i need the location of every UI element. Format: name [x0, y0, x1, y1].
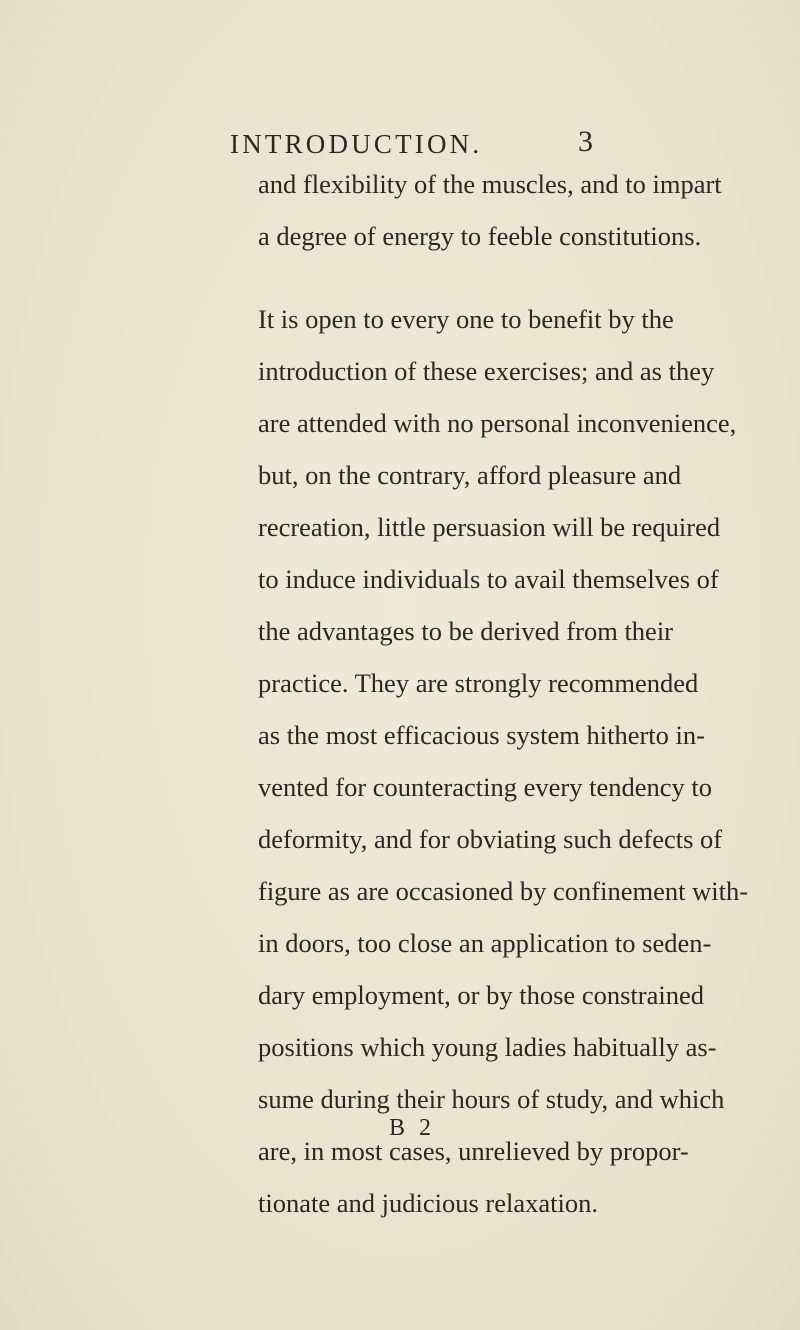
- text-line: It is open to every one to benefit by the: [258, 304, 674, 334]
- text-line: practice. They are strongly recommended: [258, 668, 699, 698]
- text-line: a degree of energy to feeble constitutions.: [258, 221, 702, 251]
- text-line: but, on the contrary, afford pleasure and: [258, 460, 682, 490]
- running-title: INTRODUCTION.: [230, 129, 483, 159]
- text-line: the advantages to be derived from their: [258, 616, 674, 646]
- text-line: tionate and judicious relaxation.: [258, 1188, 598, 1218]
- text-line: to induce individuals to avail themselves of: [258, 564, 719, 594]
- signature-mark: B 2: [389, 1115, 436, 1141]
- text-line: recreation, little persuasion will be required: [258, 512, 721, 542]
- text-line: and flexibility of the muscles, and to impart: [258, 169, 722, 199]
- text-line: sume during their hours of study, and which: [258, 1084, 725, 1114]
- paragraph-spacing: [258, 262, 598, 293]
- paragraph-2: [258, 293, 749, 1229]
- body-text: [258, 158, 749, 1229]
- text-line: introduction of these exercises; and as they: [258, 356, 715, 386]
- text-line: in doors, too close an application to seden-: [258, 928, 712, 958]
- text-line: are, in most cases, unrelieved by propor-: [258, 1136, 689, 1166]
- text-line: vented for counteracting every tendency to: [258, 772, 712, 802]
- page-number: 3: [578, 125, 593, 158]
- text-line: positions which young ladies habitually as-: [258, 1032, 717, 1062]
- text-line: dary employment, or by those constrained: [258, 980, 704, 1010]
- text-line: as the most efficacious system hitherto in-: [258, 720, 705, 750]
- text-line: figure as are occasioned by confinement with-: [258, 876, 749, 906]
- text-line: are attended with no personal inconvenience,: [258, 408, 737, 438]
- paragraph-1: [258, 158, 722, 262]
- text-line: deformity, and for obviating such defects of: [258, 824, 723, 854]
